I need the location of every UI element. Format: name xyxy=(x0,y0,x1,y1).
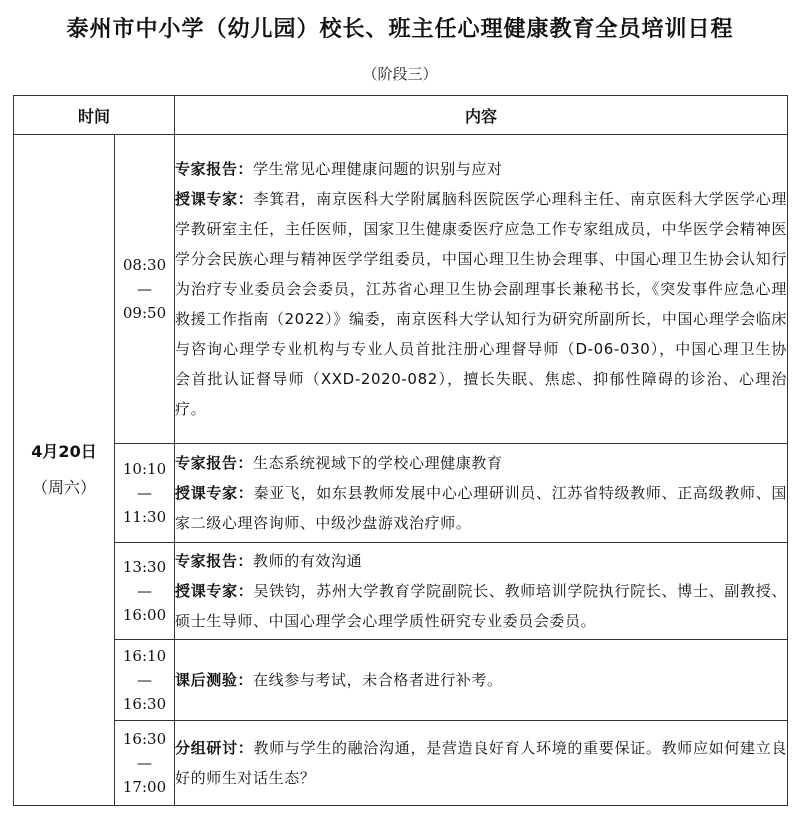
time-end: 17:00 xyxy=(122,778,167,796)
item-label: 课后测验： xyxy=(175,671,254,689)
content-cell xyxy=(175,135,788,444)
content-line xyxy=(175,576,787,636)
time-start: 10:10 xyxy=(122,460,167,478)
content-line xyxy=(175,733,787,793)
item-text: 秦亚飞，如东县教师发展中心心理研训员、江苏省特级教师、正高级教师、国家二级心理咨询师、中级沙盘游戏治疗师。 xyxy=(175,484,788,532)
item-text: 在线参与考试，未合格者进行补考。 xyxy=(253,671,503,689)
page-title: 泰州市中小学（幼儿园）校长、班主任心理健康教育全员培训日程 xyxy=(66,17,734,42)
content-line xyxy=(175,184,787,424)
item-label: 授课专家： xyxy=(175,190,254,208)
item-label: 专家报告： xyxy=(175,160,254,178)
page-subtitle: （阶段三） xyxy=(362,65,438,83)
item-label: 授课专家： xyxy=(175,484,254,502)
schedule-table xyxy=(13,95,788,806)
time-separator: — xyxy=(137,280,152,298)
content-line xyxy=(175,154,787,184)
content-line xyxy=(175,665,787,695)
item-text: 学生常见心理健康问题的识别与应对 xyxy=(253,160,503,178)
time-cell xyxy=(115,640,175,721)
item-text: 吴铁钧，苏州大学教育学院副院长、教师培训学院执行院长、博士、副教授、硕士生导师、中国心理学会心理学质性研究专业委员会委员。 xyxy=(175,582,788,630)
header-time: 时间 xyxy=(14,96,175,135)
item-text: 生态系统视域下的学校心理健康教育 xyxy=(253,454,503,472)
table-row xyxy=(14,543,788,640)
date-weekday: （周六） xyxy=(31,478,96,497)
content-line xyxy=(175,546,787,576)
date-day: 4月20日 xyxy=(31,442,97,461)
time-end: 16:00 xyxy=(122,606,167,624)
content-line xyxy=(175,478,787,538)
date-cell xyxy=(14,135,115,806)
time-start: 13:30 xyxy=(122,558,167,576)
content-cell xyxy=(175,721,788,806)
item-label: 授课专家： xyxy=(175,582,254,600)
table-row xyxy=(14,640,788,721)
time-end: 16:30 xyxy=(122,695,167,713)
time-separator: — xyxy=(137,582,152,600)
item-text: 教师的有效沟通 xyxy=(253,552,363,570)
table-row xyxy=(14,721,788,806)
header-content: 内容 xyxy=(175,96,788,135)
item-label: 专家报告： xyxy=(175,552,254,570)
content-cell xyxy=(175,640,788,721)
item-label: 分组研讨： xyxy=(175,739,254,757)
time-cell xyxy=(115,543,175,640)
time-separator: — xyxy=(137,484,152,502)
time-start: 16:10 xyxy=(122,647,167,665)
content-line xyxy=(175,448,787,478)
table-row xyxy=(14,444,788,543)
time-start: 16:30 xyxy=(122,730,167,748)
content-cell xyxy=(175,543,788,640)
header-row xyxy=(14,96,788,135)
time-separator: — xyxy=(137,754,152,772)
time-end: 11:30 xyxy=(122,508,167,526)
time-end: 09:50 xyxy=(122,304,167,322)
time-cell xyxy=(115,444,175,543)
item-text: 李箕君，南京医科大学附属脑科医院医学心理科主任、南京医科大学医学心理学教研室主任，主任医师，国家卫生健康委医疗应急工作专家组成员，中华医学会精神医学分会民族心理与精神医学学组委员，中国心理卫生协会理事、中国心理卫生协会认知行为治疗专业委员会会委员，江苏省心理卫生协会副理事长兼秘书长，《突发事件应急心理救援工作指南（2022）》编委，南京医科大学认知行为研究所副所长，中国心理学会临床与咨询心理学专业机构与专业人员首批注册心理督导师（D-06-030），中国心理卫生协会首批认证督导师（XXD-2020-082），擅长失眠、焦虑、抑郁性障碍的诊治、心理治疗。 xyxy=(175,190,788,418)
table-row xyxy=(14,135,788,444)
time-separator: — xyxy=(137,671,152,689)
item-text: 教师与学生的融洽沟通，是营造良好育人环境的重要保证。教师应如何建立良好的师生对话生态？ xyxy=(175,739,788,787)
time-cell xyxy=(115,135,175,444)
item-label: 专家报告： xyxy=(175,454,254,472)
content-cell xyxy=(175,444,788,543)
time-cell xyxy=(115,721,175,806)
time-start: 08:30 xyxy=(122,256,167,274)
